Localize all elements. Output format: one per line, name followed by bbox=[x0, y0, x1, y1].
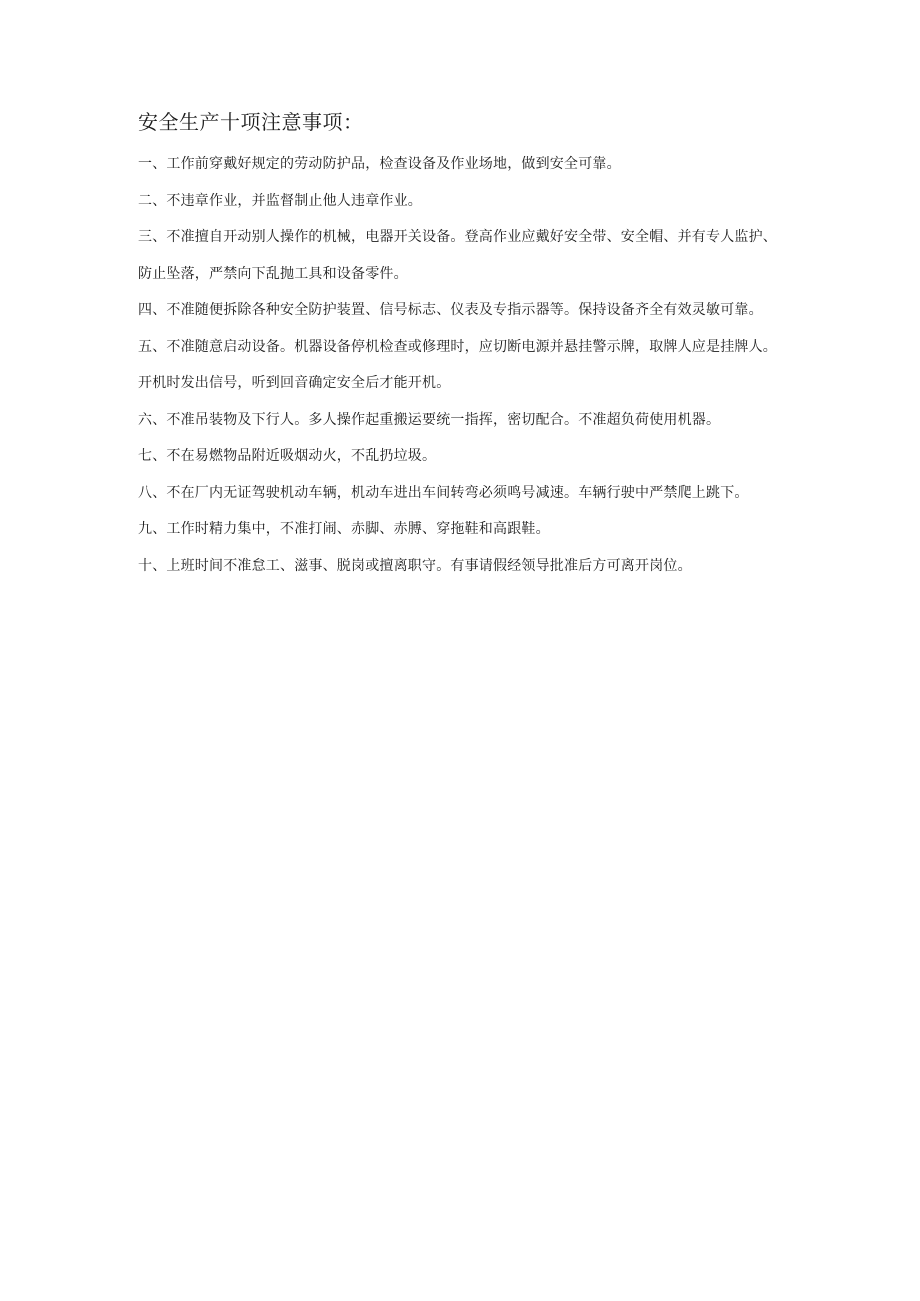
document-title: 安全生产十项注意事项： bbox=[138, 110, 364, 134]
rule-item-1: 一、工作前穿戴好规定的劳动防护品，检查设备及作业场地，做到安全可靠。 bbox=[138, 156, 621, 172]
rule-item-4: 四、不准随便拆除各种安全防护装置、信号标志、仪表及专指示器等。保持设备齐全有效灵敏可靠。 bbox=[138, 302, 763, 318]
document-content bbox=[138, 106, 778, 584]
rule-item-5: 五、不准随意启动设备。机器设备停机检查或修理时，应切断电源并悬挂警示牌，取牌人应是挂牌人。开机时发出信号，听到回音确定安全后才能开机。 bbox=[138, 338, 777, 391]
rule-item-3: 三、不准擅自开动别人操作的机械，电器开关设备。登高作业应戴好安全带、安全帽、并有专人监护、防止坠落，严禁向下乱抛工具和设备零件。 bbox=[138, 229, 777, 282]
rule-item-10: 十、上班时间不准怠工、滋事、脱岗或擅离职守。有事请假经领导批准后方可离开岗位。 bbox=[138, 557, 692, 574]
rule-item-7: 七、不在易燃物品附近吸烟动火，不乱扔垃圾。 bbox=[138, 448, 437, 464]
rule-item-9: 九、工作时精力集中，不准打闹、赤脚、赤膊、穿拖鞋和高跟鞋。 bbox=[138, 521, 550, 537]
rule-item-6: 六、不准吊装物及下行人。多人操作起重搬运要统一指挥，密切配合。不准超负荷使用机器。 bbox=[138, 411, 721, 428]
rule-item-8: 八、不在厂内无证驾驶机动车辆，机动车进出车间转弯必须鸣号减速。车辆行驶中严禁爬上跳下。 bbox=[138, 484, 749, 501]
rule-item-2: 二、不违章作业，并监督制止他人违章作业。 bbox=[138, 192, 422, 209]
